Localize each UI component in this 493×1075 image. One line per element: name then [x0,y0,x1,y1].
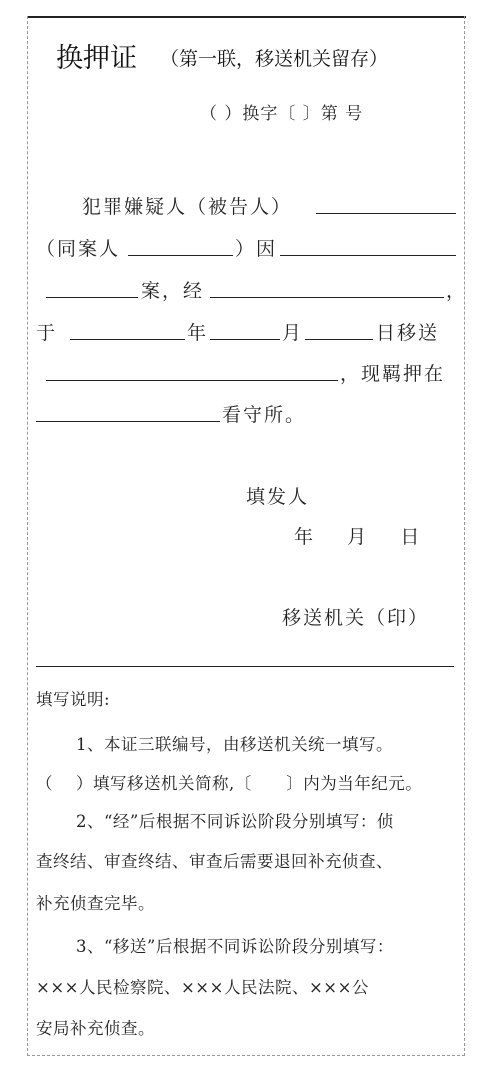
instruction-line: ×××人民检察院、×××人民法院、×××公 [36,978,369,997]
agency-seal: 移送机关（印） [282,607,430,629]
suspect-label: 犯罪嫌疑人（被告人） [82,196,293,218]
comma: ， [446,280,468,302]
instruction-line: 查终结、审查终结、审查后需要退回补充侦查、 [36,852,393,871]
instruction-line: 2、“经”后根据不同诉讼阶段分别填写：侦 [76,812,394,831]
issuer-label: 填发人 [246,486,310,508]
number-line: （ ）换字〔 〕第 号 [200,104,364,124]
day-label: 日移送 [376,322,440,344]
detention-label: ，现羁押在 [340,363,446,385]
issue-date: 年 月 日 [294,526,422,548]
instruction-line: 3、“移送”后根据不同诉讼阶段分别填写： [76,937,394,956]
co-defendant-blank [128,255,233,256]
year-blank [70,339,185,340]
suspect-blank [316,213,456,214]
instructions-heading: 填写说明: [36,690,111,709]
year-label: 年 [187,322,209,344]
detention-center-label: 看守所。 [222,404,307,426]
case-label: 案，经 [141,280,205,302]
instruction-line: 1、本证三联编号，由移送机关统一填写。 [76,735,393,754]
recipient-blank [46,380,338,381]
detention-center-blank [36,421,220,422]
day-blank [305,339,373,340]
reason-blank [280,255,456,256]
stage-blank [210,297,444,298]
form-subtitle: （第一联，移送机关留存） [160,48,389,70]
month-label: 月 [282,322,304,344]
month-blank [210,339,280,340]
co-defendant-open: （同案人 [36,238,121,260]
co-defendant-close: ）因 [235,238,278,260]
form-title: 换押证 [56,43,137,74]
at-label: 于 [36,322,58,344]
instruction-line: （ ）填写移送机关简称,〔 〕内为当年纪元。 [36,774,423,793]
separator-line [36,666,454,667]
instruction-line: 补充侦查完毕。 [36,894,155,913]
instruction-line: 安局补充侦查。 [36,1019,155,1038]
case-blank [46,297,138,298]
